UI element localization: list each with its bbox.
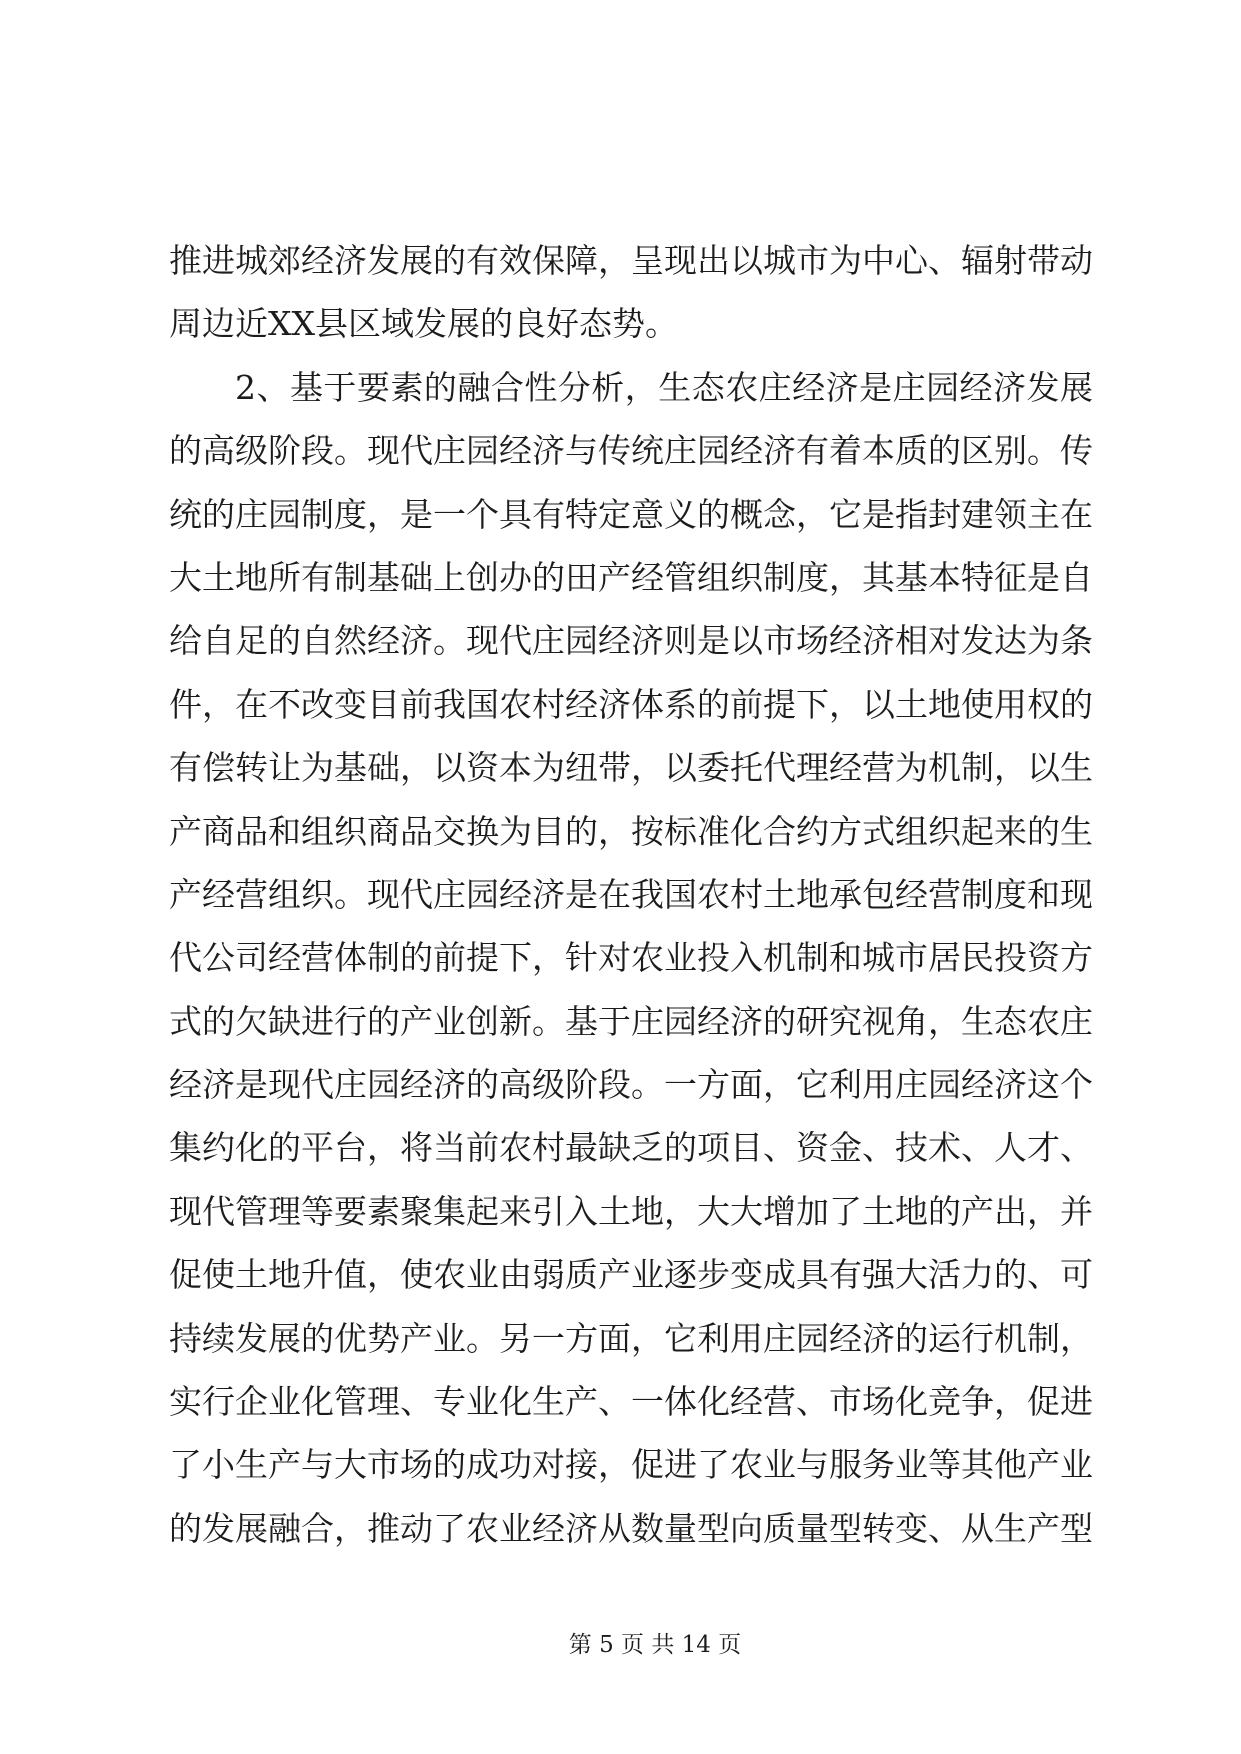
text-line: 实行企业化管理、专业化生产、一体化经营、市场化竞争，促进 xyxy=(169,1382,1093,1422)
text-line: 持续发展的优势产业。另一方面，它利用庄园经济的运行机制， xyxy=(169,1318,1093,1358)
text-line: 式的欠缺进行的产业创新。基于庄园经济的研究视角，生态农庄 xyxy=(169,1001,1093,1041)
paragraph-2 xyxy=(169,356,1093,1560)
text-line: 经济是现代庄园经济的高级阶段。一方面，它利用庄园经济这个 xyxy=(169,1065,1093,1105)
text-line: 推进城郊经济发展的有效保障，呈现出以城市为中心、辐射带动 xyxy=(169,241,1093,280)
body-text xyxy=(169,229,1093,1560)
paragraph-continued xyxy=(169,229,1093,356)
text-line: 现代管理等要素聚集起来引入土地，大大增加了土地的产出，并 xyxy=(169,1191,1093,1231)
text-line: 促使土地升值，使农业由弱质产业逐步变成具有强大活力的、可 xyxy=(169,1255,1093,1295)
text-line: 产经营组织。现代庄园经济是在我国农村土地承包经营制度和现 xyxy=(169,874,1093,914)
text-line: 产商品和组织商品交换为目的，按标准化合约方式组织起来的生 xyxy=(169,811,1093,851)
text-line: 统的庄园制度，是一个具有特定意义的概念，它是指封建领主在 xyxy=(169,494,1093,534)
text-line: 2、基于要素的融合性分析，生态农庄经济是庄园经济发展 xyxy=(235,367,1093,407)
text-line: 了小生产与大市场的成功对接，促进了农业与服务业等其他产业 xyxy=(169,1445,1093,1485)
text-line: 集约化的平台，将当前农村最缺乏的项目、资金、技术、人才、 xyxy=(169,1128,1093,1168)
text-line: 的高级阶段。现代庄园经济与传统庄园经济有着本质的区别。传 xyxy=(169,431,1093,471)
text-line: 代公司经营体制的前提下，针对农业投入机制和城市居民投资方 xyxy=(169,938,1093,978)
text-line: 的发展融合，推动了农业经济从数量型向质量型转变、从生产型 xyxy=(169,1508,1093,1548)
text-line: 周边近XX县区域发展的良好态势。 xyxy=(169,304,678,344)
text-line: 有偿转让为基础，以资本为纽带，以委托代理经营为机制，以生 xyxy=(169,748,1093,788)
text-line: 给自足的自然经济。现代庄园经济则是以市场经济相对发达为条 xyxy=(169,621,1093,661)
text-line: 大土地所有制基础上创办的田产经管组织制度，其基本特征是自 xyxy=(169,557,1093,597)
page-number-footer: 第 5 页 共 14 页 xyxy=(568,1632,742,1658)
text-line: 件，在不改变目前我国农村经济体系的前提下，以土地使用权的 xyxy=(169,684,1093,724)
